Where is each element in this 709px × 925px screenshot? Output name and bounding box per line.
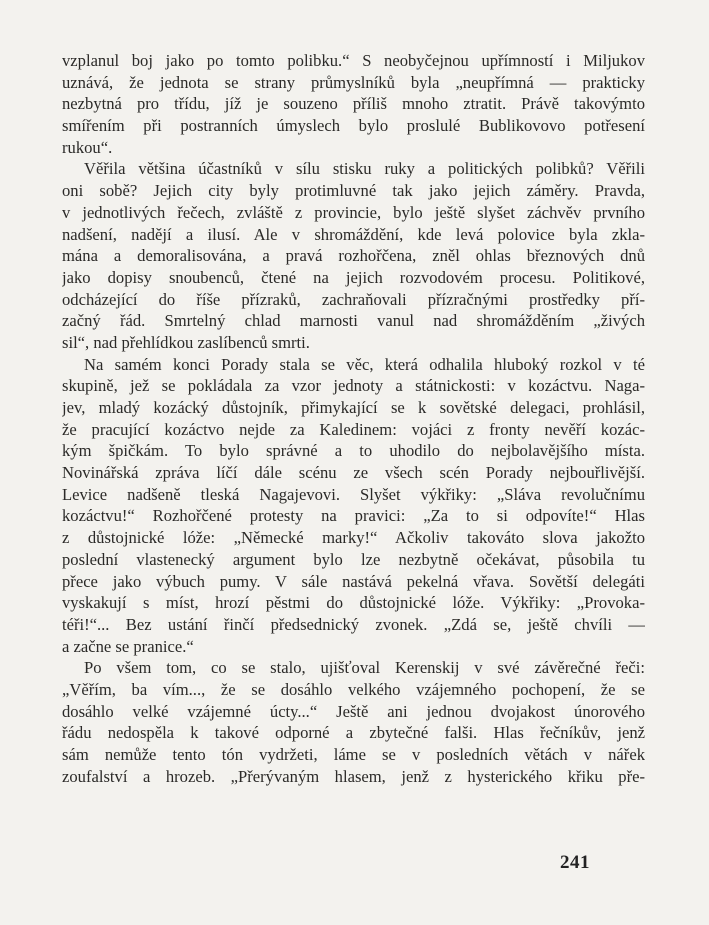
text-line: jev, mladý kozácký důstojník, přimykající se k sovětské delegaci, prohlásil, bbox=[62, 398, 645, 417]
text-line: řádu nedospěla k takové odporné a zbytečné falši. Hlas řečníkův, jenž bbox=[62, 723, 645, 743]
text-line: Levice nadšeně tleská Nagajevovi. Slyšet výkřiky: „Sláva revolučnímu bbox=[62, 484, 645, 504]
text-line: skupině, jež se pokládala za vzor jednoty a státnickosti: v kozáctvu. Naga- bbox=[62, 376, 645, 396]
text-line: Na samém konci Porady stala se věc, která odhalila hluboký rozkol v té bbox=[84, 354, 645, 374]
text-line: odcházející do říše přízraků, zachraňovali přízračnými prostředky pří- bbox=[62, 289, 645, 309]
text-line: nadšení, nadějí a ilusí. Ale v shromáždění, kde levá polovice byla zkla- bbox=[62, 224, 645, 244]
text-line: kozáctvu!“ Rozhořčené protesty na pravici: „Za to si odpovíte!“ Hlas bbox=[62, 506, 645, 526]
text-line: sám nemůže tento tón vydržeti, láme se v posledních větách v nářek bbox=[62, 745, 645, 764]
text-line: v jednotlivých řečech, zvláště z provincie, bylo ještě slyšet záchvěv prvního bbox=[62, 202, 645, 222]
text-line: Věřila většina účastníků v sílu stisku ruky a politických polibků? Věřili bbox=[84, 159, 645, 179]
text-line: kým špičkám. To bylo správné a to uhodilo do nejbolavějšího místa. bbox=[62, 441, 645, 461]
text-line: poslední vlastenecký argument bylo lze nezbytně očekávat, působila tu bbox=[62, 549, 645, 569]
text-line: sil“, nad přehlídkou zaslíbenců smrti. bbox=[62, 332, 310, 352]
text-line: oni sobě? Jejich city byly protimluvné tak jako jejich záměry. Pravda, bbox=[62, 181, 645, 201]
text-line: dosáhlo velké vzájemné úcty...“ Ještě ani jednou dvojakost únorového bbox=[62, 701, 645, 721]
text-line: nezbytná pro třídu, jíž je souzeno příliš mnoho ztratit. Právě takovýmto bbox=[62, 94, 645, 114]
text-line: smířením při postranních úmyslech bylo proslulé Bublikovovo potřesení bbox=[62, 116, 645, 136]
text-line: Po všem tom, co se stalo, ujišťoval Kerenskij v své závěrečné řeči: bbox=[84, 658, 645, 678]
text-line: přece jako výbuch pumy. V sále nastává pekelná vřava. Sovětší delegáti bbox=[62, 571, 645, 591]
text-line: z důstojnické lóže: „Německé marky!“ Ačkoliv takováto slova jakožto bbox=[62, 528, 645, 548]
text-line: že pracující kozáctvo nejde za Kaledinem: vojáci z fronty nevěří kozác- bbox=[62, 419, 645, 439]
text-line: zoufalství a hrozeb. „Přerývaným hlasem, jenž z hysterického křiku pře- bbox=[62, 766, 645, 786]
text-line: jako dopisy snoubenců, čtené na jejich rozvodovém procesu. Politikové, bbox=[62, 267, 645, 287]
text-line: začný řád. Smrtelný chlad marnosti vanul nad shromážděním „živých bbox=[62, 311, 645, 331]
text-line: vyskakují s míst, hrozí pěstmi do důstojnické lóže. Výkřiky: „Provoka- bbox=[62, 593, 645, 613]
text-line: vzplanul boj jako po tomto polibku.“ S neobyčejnou upřímností i Miljukov bbox=[62, 51, 645, 70]
page-number: 241 bbox=[560, 852, 590, 873]
text-line: a začne se pranice.“ bbox=[62, 636, 194, 656]
text-line: mána a demoralisována, a pravá rozhořčena, zněl ohlas březnových dnů bbox=[62, 246, 645, 266]
text-line: uznává, že jednota se strany průmyslníků byla „neupřímná — prakticky bbox=[62, 72, 645, 92]
text-line: Novinářská zpráva líčí dále scénu ze všech scén Porady nejbouřlivější. bbox=[62, 463, 645, 483]
text-line: rukou“. bbox=[62, 137, 113, 157]
text-line: téři!“... Bez ustání řinčí předsednický zvonek. „Zdá se, ještě chvíli — bbox=[62, 614, 645, 634]
text-line: „Věřím, ba vím..., že se dosáhlo velkého vzájemného pochopení, že se bbox=[62, 679, 645, 699]
body-text bbox=[62, 50, 645, 787]
